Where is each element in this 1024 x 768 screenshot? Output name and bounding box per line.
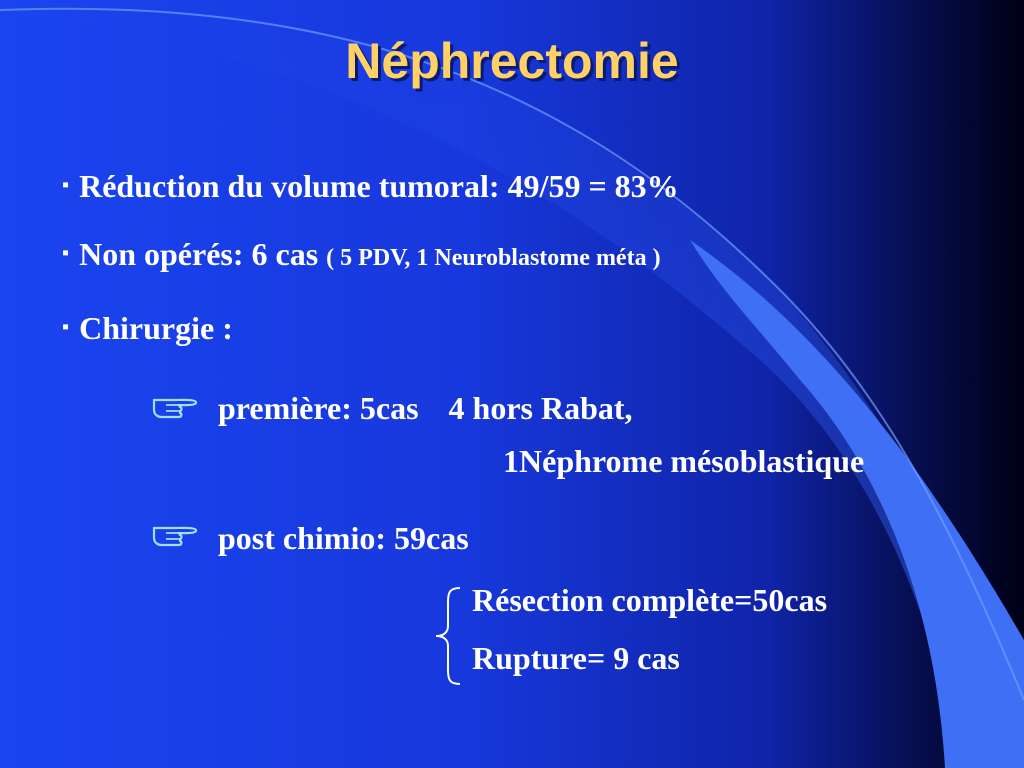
sub-post-chimio: post chimio: 59cas	[218, 520, 469, 556]
bullet-reduction	[62, 168, 679, 205]
sub-resection: Résection complète=50cas	[472, 582, 828, 618]
sub-rupture: Rupture= 9 cas	[472, 640, 680, 676]
bullet-non-operes	[62, 236, 661, 273]
sub-premiere	[218, 390, 633, 427]
bullet-marker: ▪	[62, 316, 70, 338]
bullet-marker: ▪	[62, 242, 70, 264]
bullet-chirurgie-text: Chirurgie :	[79, 310, 233, 346]
slide-title: Néphrectomie	[345, 33, 679, 89]
bullet-marker: ▪	[62, 174, 70, 196]
pointing-hand-icon	[152, 518, 198, 548]
sub-premiere-detail-2: 1Néphrome mésoblastique	[503, 443, 865, 479]
bullet-chirurgie	[62, 310, 233, 347]
sub-premiere-detail: 4 hors Rabat,	[448, 390, 633, 426]
bullet-non-operes-detail: ( 5 PDV, 1 Neuroblastome méta )	[326, 245, 661, 271]
curly-brace-icon	[432, 586, 464, 686]
pointing-hand-icon	[152, 390, 198, 420]
bullet-reduction-text: Réduction du volume tumoral: 49/59 = 83%	[79, 168, 679, 204]
sub-premiere-label: première: 5cas	[218, 390, 419, 426]
bullet-non-operes-text: Non opérés: 6 cas	[79, 236, 327, 272]
